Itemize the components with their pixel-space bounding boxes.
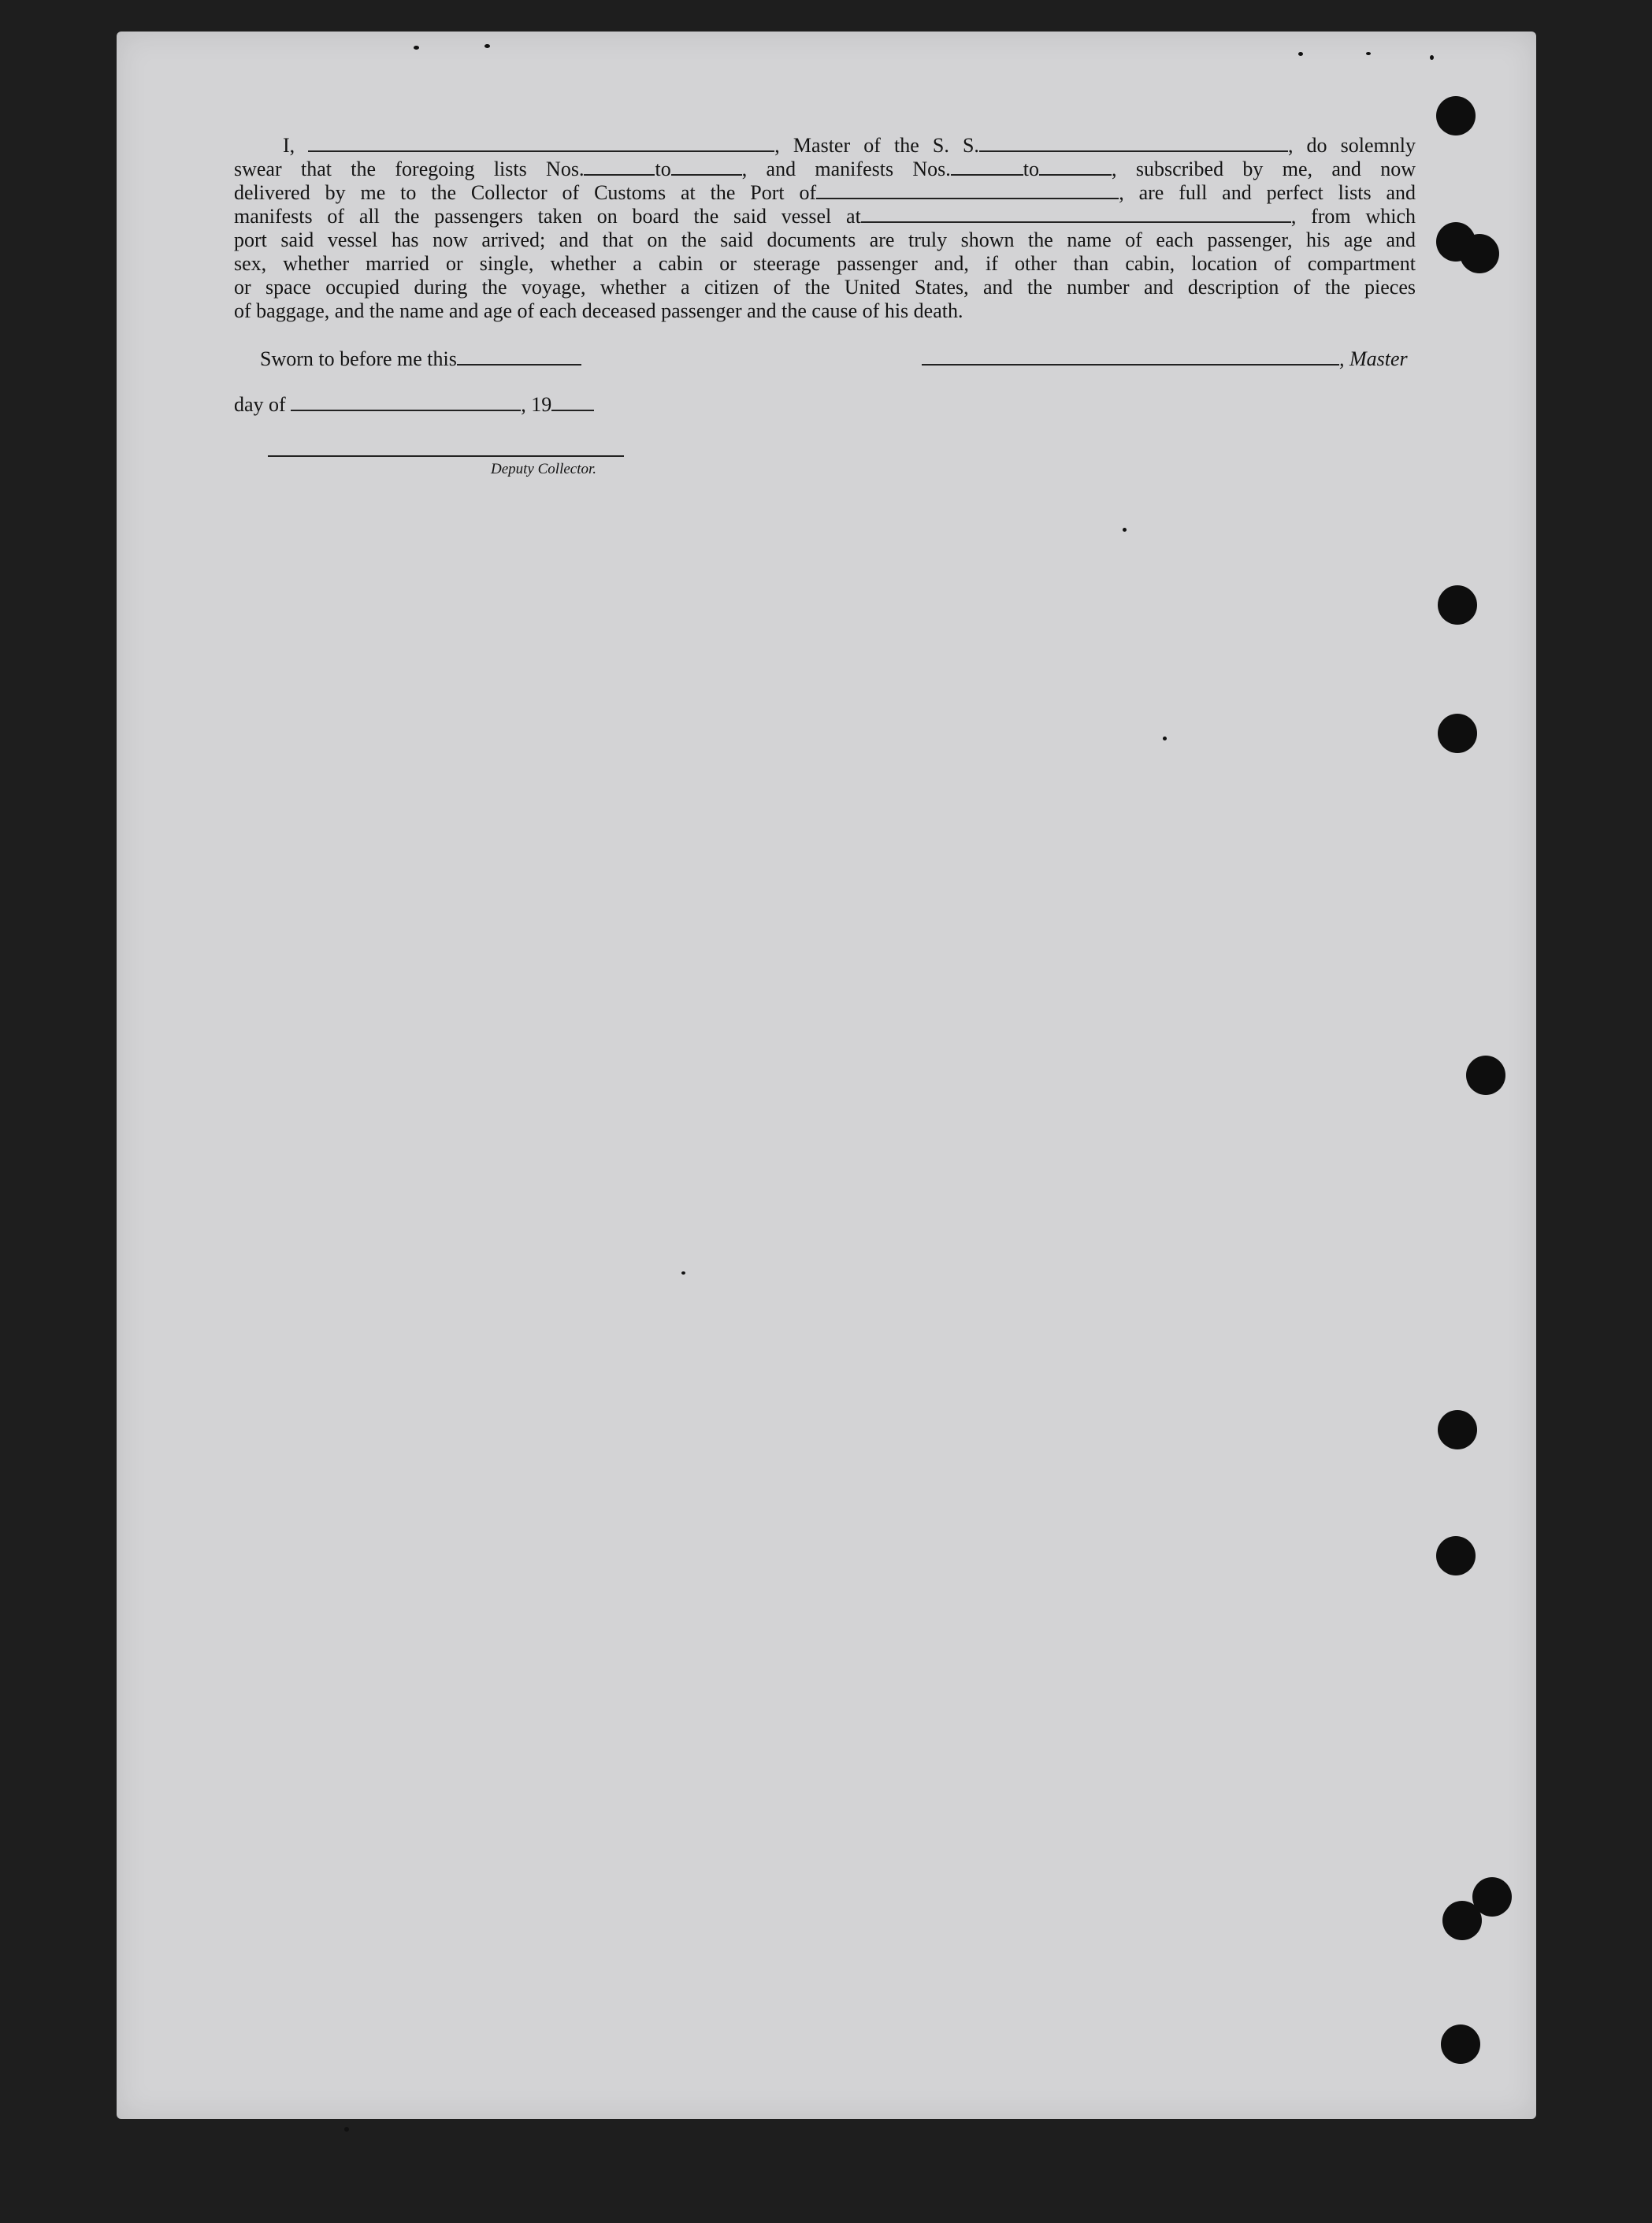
deputy-signature-line bbox=[268, 441, 624, 457]
oath-text: , and manifests Nos. bbox=[741, 158, 951, 180]
oath-text: delivered by me to the Collector of Customs at the Port of bbox=[234, 181, 817, 204]
port-blank bbox=[816, 182, 1119, 199]
speck bbox=[1298, 52, 1303, 56]
punch-hole bbox=[1438, 1410, 1477, 1449]
punch-hole bbox=[1466, 1056, 1505, 1095]
sworn-day-blank bbox=[457, 348, 581, 366]
oath-line-7: or space occupied during the voyage, whether a citizen of the United States, and the number and description of the pieces bbox=[234, 276, 1416, 299]
speck bbox=[1123, 528, 1127, 532]
speck bbox=[414, 46, 419, 50]
deputy-collector-label: Deputy Collector. bbox=[491, 461, 597, 477]
oath-line-6: sex, whether married or single, whether a cabin or steerage passenger and, if other than cabin, location of compartment bbox=[234, 252, 1416, 275]
oath-line-3 bbox=[234, 181, 1416, 205]
name-blank bbox=[308, 135, 774, 152]
sworn-label: Sworn to before me this bbox=[260, 347, 457, 370]
oath-text: swear that the foregoing lists Nos. bbox=[234, 158, 585, 180]
punch-hole bbox=[1460, 234, 1499, 273]
oath-text: I, bbox=[283, 134, 295, 157]
master-label: , Master bbox=[1339, 347, 1408, 370]
oath-line-5: port said vessel has now arrived; and that on the said documents are truly shown the name of each passenger, his age and bbox=[234, 228, 1416, 251]
speck bbox=[1163, 737, 1167, 740]
bleed-through-mark bbox=[1111, 378, 1120, 396]
sworn-row bbox=[260, 347, 581, 371]
punch-hole bbox=[1441, 2024, 1480, 2064]
manifest-to-blank bbox=[1039, 158, 1112, 176]
oath-line-4 bbox=[234, 205, 1416, 228]
oath-text: to bbox=[1023, 158, 1040, 180]
master-row bbox=[922, 347, 1408, 371]
vessel-blank bbox=[979, 135, 1288, 152]
list-to-blank bbox=[671, 158, 742, 176]
document-page bbox=[117, 32, 1536, 2119]
day-label: day of bbox=[234, 393, 286, 416]
oath-line-8: of baggage, and the name and age of each deceased passenger and the cause of his death. bbox=[234, 299, 963, 322]
master-suffix bbox=[1339, 347, 1408, 370]
speck bbox=[484, 44, 490, 48]
oath-text: , from which bbox=[1290, 205, 1416, 228]
list-from-blank bbox=[584, 158, 655, 176]
master-signature-line bbox=[922, 348, 1339, 366]
oath-line-2 bbox=[234, 158, 1416, 181]
punch-hole bbox=[1438, 585, 1477, 625]
punch-hole bbox=[1436, 96, 1476, 135]
bleed-through-mark bbox=[1111, 1111, 1120, 1129]
speck bbox=[1430, 55, 1434, 60]
year-prefix: , 19 bbox=[521, 393, 552, 416]
speck bbox=[344, 2127, 349, 2132]
oath-line-1 bbox=[234, 134, 1416, 158]
oath-text: to bbox=[655, 158, 671, 180]
speck bbox=[1366, 52, 1371, 55]
speck bbox=[681, 1271, 685, 1275]
oath-text: , Master of the S. S. bbox=[774, 134, 979, 157]
oath-text: , subscribed by me, and now bbox=[1112, 158, 1416, 180]
day-row bbox=[234, 393, 594, 417]
oath-paragraph bbox=[234, 134, 1416, 323]
oath-text: , do solemnly bbox=[1287, 134, 1416, 157]
oath-text: , are full and perfect lists and bbox=[1119, 181, 1416, 204]
oath-text: manifests of all the passengers taken on board the said vessel at bbox=[234, 205, 861, 228]
punch-hole bbox=[1438, 714, 1477, 753]
punch-hole bbox=[1442, 1901, 1482, 1940]
departure-port-blank bbox=[861, 206, 1291, 223]
month-blank bbox=[291, 394, 521, 411]
year-blank bbox=[551, 394, 594, 411]
punch-hole bbox=[1436, 1536, 1476, 1575]
manifest-from-blank bbox=[951, 158, 1023, 176]
